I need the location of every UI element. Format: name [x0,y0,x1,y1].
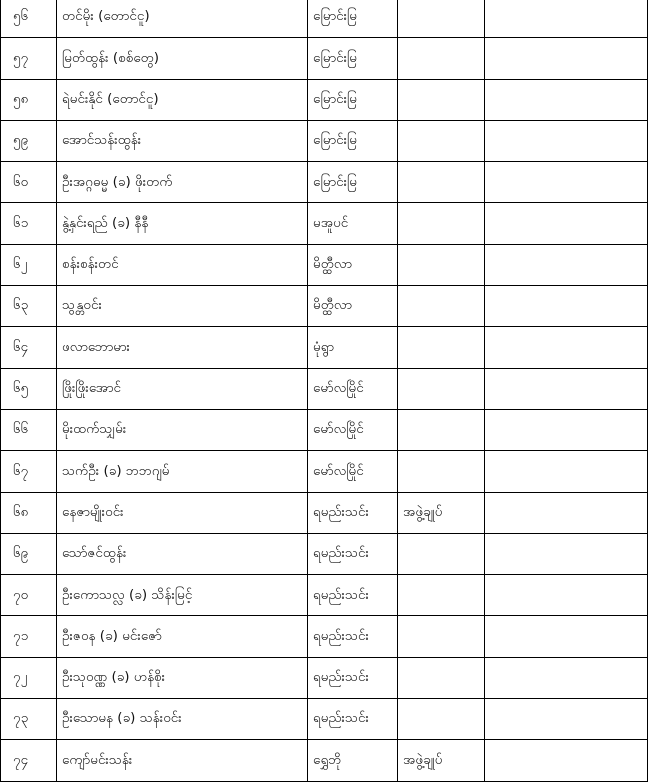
township-cell: မော်လမြိုင် [308,451,398,492]
name-cell: ဖလာဘောမား [57,327,308,368]
remark-cell: အဖွဲ့ချုပ် [398,740,485,781]
remark-cell [398,38,485,79]
township-cell: ရမည်းသင်း [308,533,398,574]
township-cell: မော်လမြိုင် [308,409,398,450]
township-cell: ရမည်းသင်း [308,575,398,616]
remark-cell [398,203,485,244]
row-number-cell: ၅၇ [1,38,57,79]
township-cell: မြောင်းမြ [308,79,398,120]
extra-cell [485,451,648,492]
table-row [1,409,648,450]
name-cell: ရဲမင်းနိုင် (တောင်ငူ) [57,79,308,120]
row-number-cell: ၆၇ [1,451,57,492]
remark-cell [398,616,485,657]
table-row [1,38,648,79]
extra-cell [485,368,648,409]
table-row [1,120,648,161]
name-cell: အောင်သန်းထွန်း [57,120,308,161]
extra-cell [485,409,648,450]
table-row [1,244,648,285]
remark-cell [398,657,485,698]
extra-cell [485,162,648,203]
table-row [1,368,648,409]
extra-cell [485,657,648,698]
row-number-cell: ၇၃ [1,699,57,740]
name-cell: စန်းစန်းတင် [57,244,308,285]
name-cell: ဖြိုးဖြိုးအောင် [57,368,308,409]
extra-cell [485,740,648,781]
township-cell: မြောင်းမြ [308,120,398,161]
row-number-cell: ၆၃ [1,286,57,327]
table-row [1,492,648,533]
extra-cell [485,616,648,657]
township-cell: မြောင်းမြ [308,38,398,79]
township-cell: မြောင်းမြ [308,0,398,38]
remark-cell [398,162,485,203]
row-number-cell: ၆၅ [1,368,57,409]
township-cell: မော်လမြိုင် [308,368,398,409]
remark-cell [398,0,485,38]
row-number-cell: ၆၁ [1,203,57,244]
township-cell: ရမည်းသင်း [308,492,398,533]
row-number-cell: ၆၉ [1,533,57,574]
table-body [1,0,648,781]
table-row [1,740,648,781]
table-row [1,657,648,698]
row-number-cell: ၆၀ [1,162,57,203]
remark-cell [398,120,485,161]
row-number-cell: ၅၈ [1,79,57,120]
name-cell: သွန္တဝင်း [57,286,308,327]
remark-cell [398,575,485,616]
extra-cell [485,0,648,38]
extra-cell [485,120,648,161]
remark-cell [398,699,485,740]
remark-cell: အဖွဲ့ချုပ် [398,492,485,533]
extra-cell [485,203,648,244]
extra-cell [485,533,648,574]
extra-cell [485,79,648,120]
name-cell: သော်ဇင်ထွန်း [57,533,308,574]
township-cell: ရွှေဘို [308,740,398,781]
table-row [1,451,648,492]
name-cell: ဦးဇဝန (ခ) မင်းဇော် [57,616,308,657]
row-number-cell: ၇၂ [1,657,57,698]
row-number-cell: ၇၄ [1,740,57,781]
extra-cell [485,38,648,79]
remark-cell [398,244,485,285]
remark-cell [398,368,485,409]
row-number-cell: ၆၄ [1,327,57,368]
remark-cell [398,409,485,450]
row-number-cell: ၇၁ [1,616,57,657]
remark-cell [398,79,485,120]
extra-cell [485,286,648,327]
row-number-cell: ၅၉ [1,120,57,161]
table-row [1,0,648,38]
name-cell: နွဲ့နှင်းရည် (ခ) နီနီ [57,203,308,244]
remark-cell [398,327,485,368]
remark-cell [398,286,485,327]
name-cell: မြတ်ထွန်း (စစ်တွေ) [57,38,308,79]
table-row [1,203,648,244]
name-cell: ဦးကောသလ္လ (ခ) သိန်းမြင့် [57,575,308,616]
table-row [1,616,648,657]
name-cell: ကျော်မင်းသန်း [57,740,308,781]
table-row [1,327,648,368]
extra-cell [485,244,648,285]
name-cell: ဦးသောမန (ခ) သန်းဝင်း [57,699,308,740]
extra-cell [485,699,648,740]
township-cell: မိတ္ထီလာ [308,286,398,327]
extra-cell [485,575,648,616]
table-row [1,79,648,120]
name-cell: တင်မိုး (တောင်ငူ) [57,0,308,38]
extra-cell [485,492,648,533]
township-cell: မုံရွာ [308,327,398,368]
name-cell: ဦးအဂ္ဂဓမ္မ (ခ) ဖိုးတက် [57,162,308,203]
name-cell: မိုးထက်သျှမ်း [57,409,308,450]
table-row [1,575,648,616]
row-number-cell: ၆၈ [1,492,57,533]
remark-cell [398,451,485,492]
table-row [1,286,648,327]
row-number-cell: ၆၂ [1,244,57,285]
name-cell: သက်ဦး (ခ) ဘဘဂျမ် [57,451,308,492]
township-cell: ရမည်းသင်း [308,616,398,657]
township-cell: မြောင်းမြ [308,162,398,203]
row-number-cell: ၇၀ [1,575,57,616]
name-cell: ဦးသုဝဏ္ဏ (ခ) ဟန်စိုး [57,657,308,698]
row-number-cell: ၆၆ [1,409,57,450]
township-cell: မအူပင် [308,203,398,244]
remark-cell [398,533,485,574]
table-row [1,533,648,574]
name-cell: နေဇာမျိုးဝင်း [57,492,308,533]
extra-cell [485,327,648,368]
township-cell: ရမည်းသင်း [308,657,398,698]
township-cell: ရမည်းသင်း [308,699,398,740]
row-number-cell: ၅၆ [1,0,57,38]
table-row [1,162,648,203]
table-row [1,699,648,740]
township-cell: မိတ္ထီလာ [308,244,398,285]
